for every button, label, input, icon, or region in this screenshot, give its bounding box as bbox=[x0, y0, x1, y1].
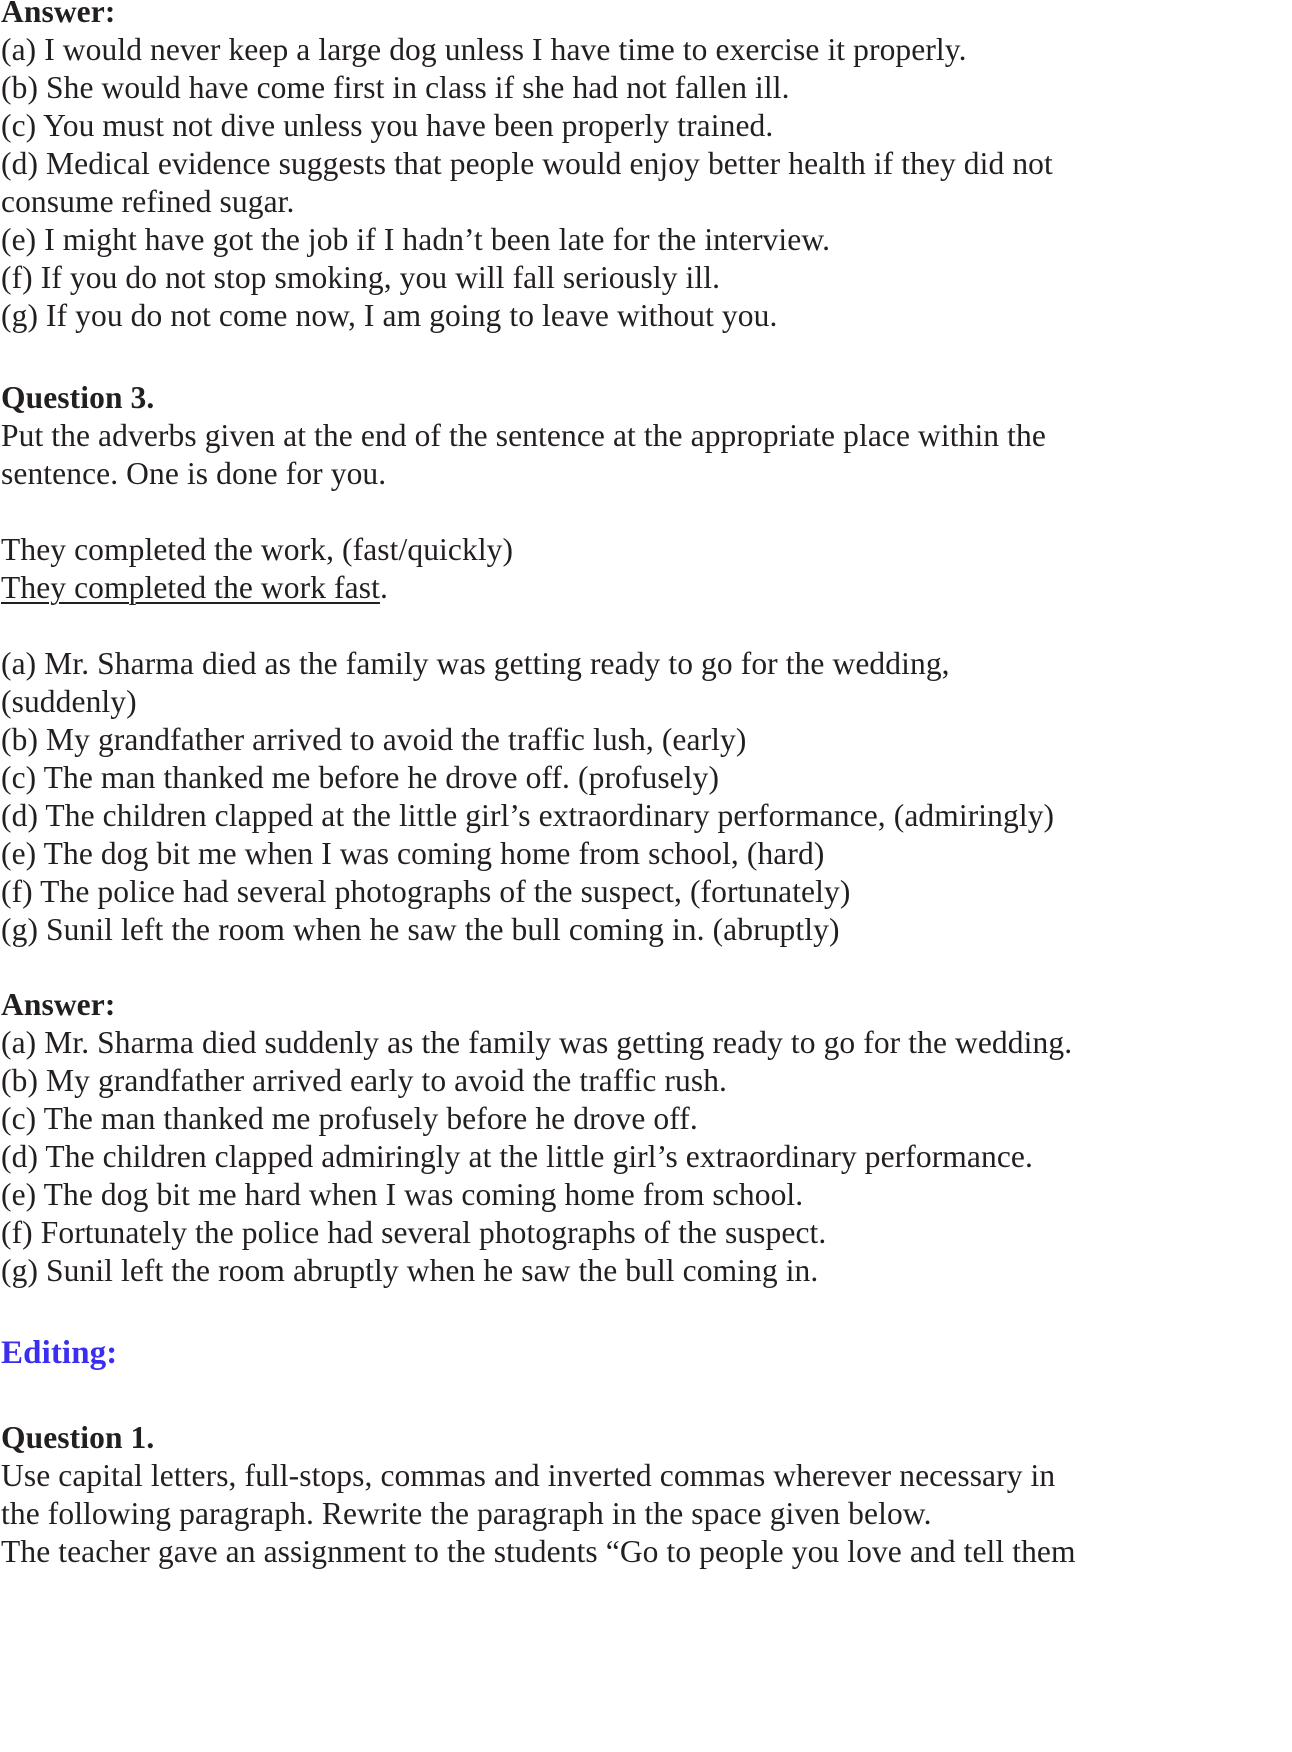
answer-heading: Answer: bbox=[1, 987, 116, 1022]
answer-line: consume refined sugar. bbox=[1, 184, 295, 219]
question-item: (e) The dog bit me when I was coming home from school, (hard) bbox=[1, 836, 825, 871]
example-prompt: They completed the work, (fast/quickly) bbox=[1, 532, 514, 567]
question-item: (a) Mr. Sharma died as the family was getting ready to go for the wedding, bbox=[1, 646, 950, 681]
question-heading: Question 3. bbox=[1, 380, 155, 415]
answer-heading: Answer: bbox=[1, 0, 116, 29]
answer-line: (c) The man thanked me profusely before he drove off. bbox=[1, 1101, 698, 1136]
question-item: (b) My grandfather arrived to avoid the traffic lush, (early) bbox=[1, 722, 747, 757]
question-instruction: sentence. One is done for you. bbox=[1, 456, 387, 491]
example-answer bbox=[1, 568, 388, 608]
answer-line: (e) The dog bit me hard when I was coming home from school. bbox=[1, 1177, 804, 1212]
question-item: (c) The man thanked me before he drove off. (profusely) bbox=[1, 760, 720, 795]
example-answer-suffix: . bbox=[379, 570, 388, 605]
answer-line: (f) Fortunately the police had several photographs of the suspect. bbox=[1, 1215, 827, 1250]
question-paragraph: The teacher gave an assignment to the students “Go to people you love and tell them bbox=[1, 1534, 1076, 1569]
answer-line: (g) Sunil left the room abruptly when he saw the bull coming in. bbox=[1, 1253, 819, 1288]
answer-line: (b) My grandfather arrived early to avoid the traffic rush. bbox=[1, 1063, 728, 1098]
answer-line: (g) If you do not come now, I am going to leave without you. bbox=[1, 298, 778, 333]
answer-line: (a) Mr. Sharma died suddenly as the family was getting ready to go for the wedding. bbox=[1, 1025, 1073, 1060]
question-item: (f) The police had several photographs of the suspect, (fortunately) bbox=[1, 874, 851, 909]
question-instruction: the following paragraph. Rewrite the paragraph in the space given below. bbox=[1, 1496, 932, 1531]
question-instruction: Put the adverbs given at the end of the sentence at the appropriate place within the bbox=[1, 418, 1046, 453]
answer-line: (c) You must not dive unless you have been properly trained. bbox=[1, 108, 774, 143]
answer-line: (b) She would have come first in class if she had not fallen ill. bbox=[1, 70, 790, 105]
answer-line: (e) I might have got the job if I hadn’t been late for the interview. bbox=[1, 222, 831, 257]
answer-line: (d) Medical evidence suggests that people would enjoy better health if they did not bbox=[1, 146, 1053, 181]
answer-line: (f) If you do not stop smoking, you will fall seriously ill. bbox=[1, 260, 721, 295]
question-item: (suddenly) bbox=[1, 684, 137, 719]
answer-line: (a) I would never keep a large dog unless I have time to exercise it properly. bbox=[1, 32, 967, 67]
question-item: (g) Sunil left the room when he saw the bull coming in. (abruptly) bbox=[1, 912, 840, 947]
example-answer-underlined: They completed the work fast bbox=[1, 570, 380, 605]
answer-line: (d) The children clapped admiringly at the little girl’s extraordinary performance. bbox=[1, 1139, 1033, 1174]
question-heading: Question 1. bbox=[1, 1420, 155, 1455]
question-instruction: Use capital letters, full-stops, commas and inverted commas wherever necessary in bbox=[1, 1458, 1056, 1493]
section-heading-editing: Editing: bbox=[1, 1335, 118, 1371]
question-item: (d) The children clapped at the little girl’s extraordinary performance, (admiringly) bbox=[1, 798, 1055, 833]
